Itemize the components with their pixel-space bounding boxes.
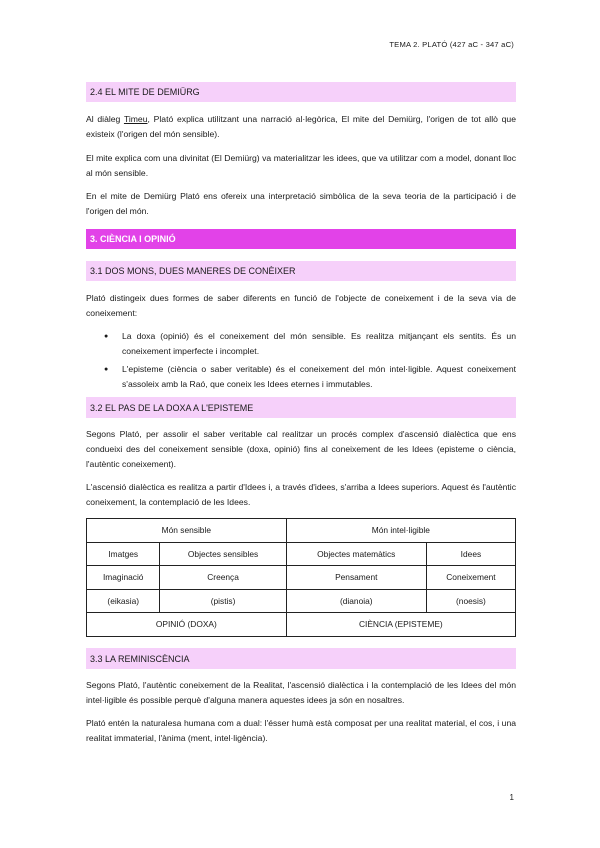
table-cell: Coneixement <box>426 566 515 590</box>
table-cell: (dianoia) <box>286 589 426 613</box>
table-cell: OPINIÓ (DOXA) <box>87 613 287 637</box>
table-cell: Creença <box>160 566 286 590</box>
knowledge-table <box>86 518 516 637</box>
page-header: TEMA 2. PLATÓ (427 aC - 347 aC) <box>389 40 514 49</box>
page-number: 1 <box>509 793 514 802</box>
table-cell: (noesis) <box>426 589 515 613</box>
table-cell: (eikasia) <box>87 589 160 613</box>
list-item-doxa: ● La doxa (opinió) és el coneixement del món sensible. Es realitza mitjançant els sentits. És un coneixement imperfecte i incomplet. <box>86 329 516 359</box>
table-row <box>87 613 516 637</box>
table-cell: (pistis) <box>160 589 286 613</box>
table-cell: Pensament <box>286 566 426 590</box>
table-cell: Imatges <box>87 542 160 566</box>
section-heading-3-3: 3.3 LA REMINISCÈNCIA <box>86 648 516 669</box>
section-heading-2-4: 2.4 EL MITE DE DEMIÜRG <box>86 82 516 102</box>
list-item-episteme: ● L'episteme (ciència o saber veritable) és el coneixement del món intel·ligible. Aquest coneixement s'assoleix amb la Raó, que coneix les Idees eternes i immutables. <box>86 362 516 392</box>
table-cell: Imaginació <box>87 566 160 590</box>
paragraph-participacio: En el mite de Demiürg Plató ens ofereix una interpretació simbòlica de la seva teoria de la participació i de l'origen del món. <box>86 191 516 216</box>
table-cell: Objectes sensibles <box>160 542 286 566</box>
section-heading-3: 3. CIÈNCIA I OPINIÓ <box>86 229 516 249</box>
table-cell: Món sensible <box>87 519 287 543</box>
section-heading-3-1: 3.1 DOS MONS, DUES MANERES DE CONÈIXER <box>86 261 516 281</box>
bullet-list <box>86 329 516 395</box>
paragraph-timeu: Al diàleg Timeu, Plató explica utilitzant una narració al·legòrica, El mite del Demiürg, l'origen de tot allò que existeix (l'origen del món sensible). <box>86 114 516 139</box>
table-row <box>87 542 516 566</box>
paragraph-realitat: Segons Plató, l'autèntic coneixement de la Realitat, l'ascensió dialèctica i la contemplació de les Idees del món intel·ligible és possible perquè d'alguna manera aquestes idees ja són en nosaltres. <box>86 680 516 705</box>
table-row <box>87 519 516 543</box>
section-heading-3-2: 3.2 EL PAS DE LA DOXA A L'EPISTEME <box>86 397 516 418</box>
paragraph-ascensio: Segons Plató, per assolir el saber veritable cal realitzar un procés complex d'ascensió dialèctica que ens condueixi des del coneixement sensible (doxa, opinió) fins al coneixement de les Idees (episteme o ciència, l'autèntic coneixement). <box>86 429 516 469</box>
paragraph-demiurg: El mite explica com una divinitat (El Demiürg) va materialitzar les idees, que va utilitzar com a model, donant lloc al món sensible. <box>86 153 516 178</box>
paragraph-naturalesa: Plató entén la naturalesa humana com a dual: l'ésser humà està composat per una realitat material, el cos, i una realitat immaterial, l'ànima (ment, intel·ligència). <box>86 718 516 743</box>
timeu-link[interactable]: Timeu <box>123 114 148 124</box>
table-cell: Idees <box>426 542 515 566</box>
paragraph-idees: L'ascensió dialèctica es realitza a partir d'Idees i, a través d'idees, s'arriba a Idees superiors. Aquest és l'autèntic coneixement, la contemplació de les Idees. <box>86 482 516 507</box>
paragraph-dues-formes: Plató distingeix dues formes de saber diferents en funció de l'objecte de coneixement i de la seva via de coneixement: <box>86 293 516 318</box>
table-cell: Món intel·ligible <box>286 519 515 543</box>
table-cell: CIÈNCIA (EPISTEME) <box>286 613 515 637</box>
table-cell: Objectes matemàtics <box>286 542 426 566</box>
table-row <box>87 589 516 613</box>
table-row <box>87 566 516 590</box>
